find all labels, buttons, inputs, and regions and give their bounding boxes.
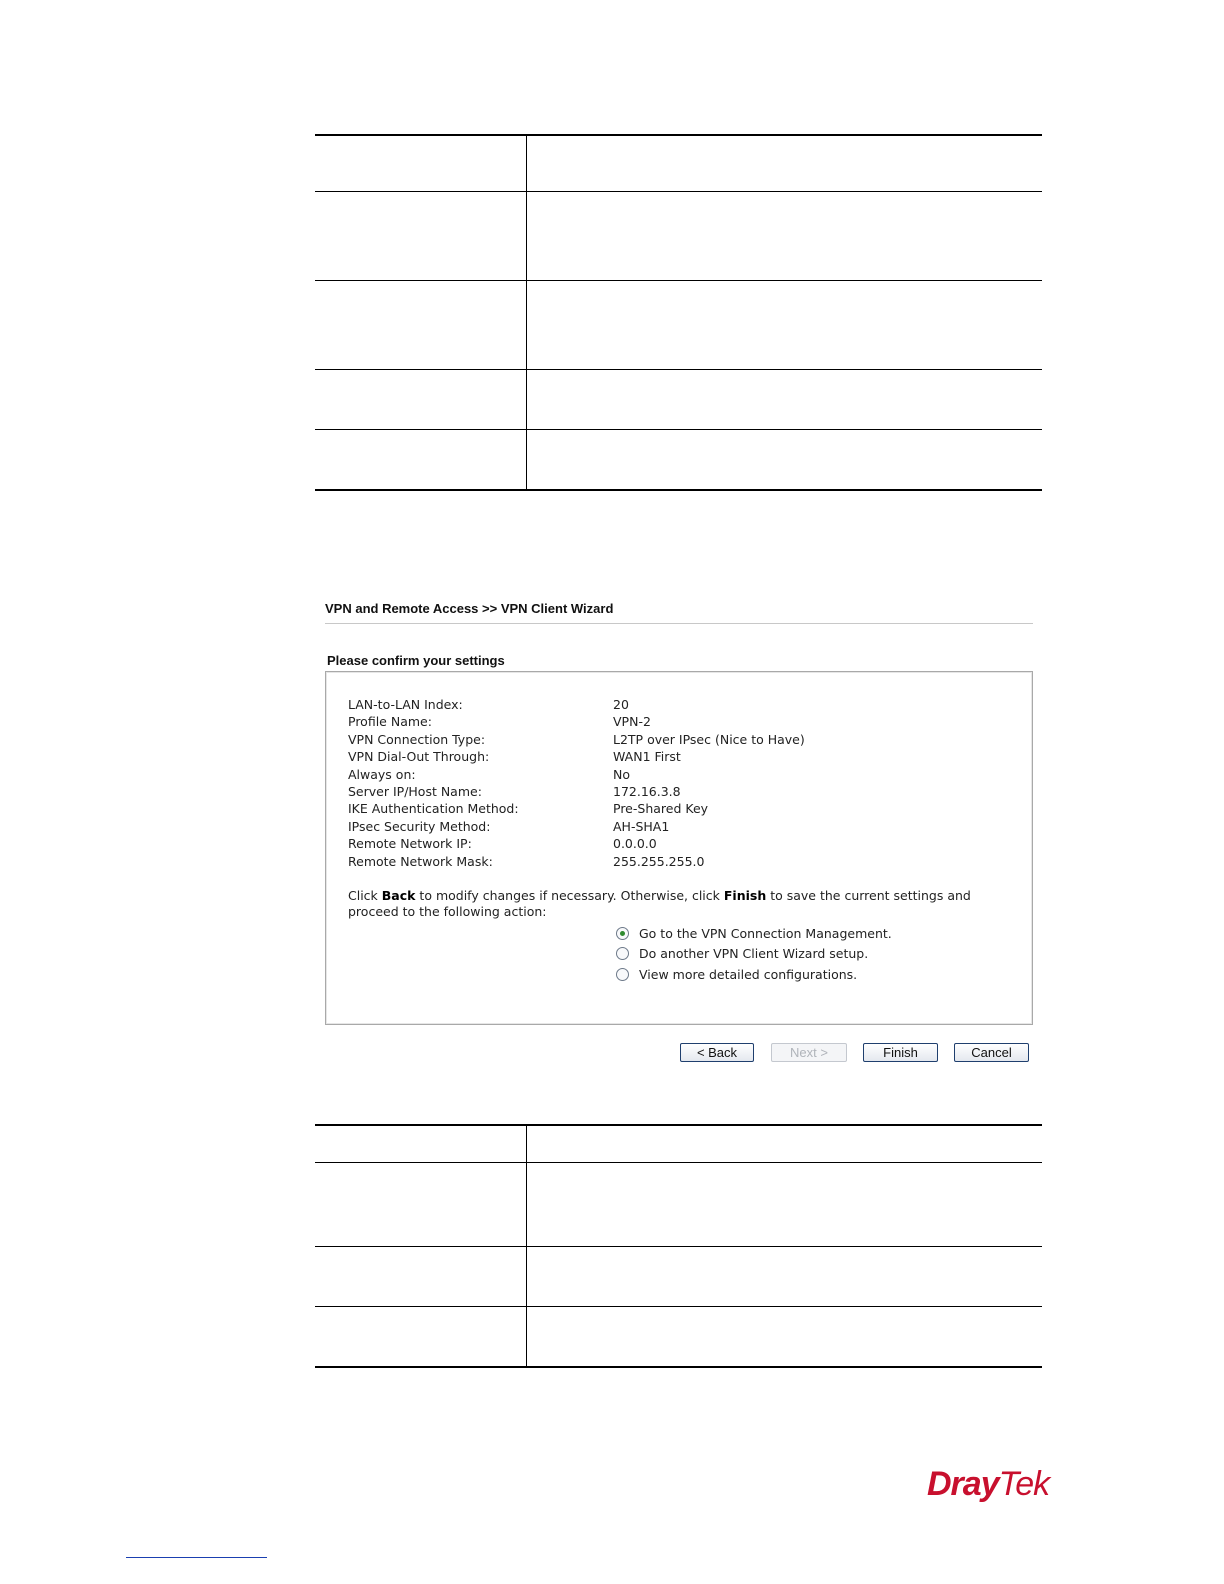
setting-value: AH-SHA1	[613, 818, 670, 834]
table-row	[315, 134, 1042, 192]
setting-value: VPN-2	[613, 714, 651, 730]
next-action-options	[616, 923, 892, 985]
table-row	[315, 281, 1042, 370]
finish-button[interactable]: Finish	[863, 1043, 938, 1062]
setting-value: No	[613, 766, 630, 782]
table-row	[315, 1124, 1042, 1163]
lower-description-table	[315, 1124, 1042, 1368]
upper-description-table	[315, 134, 1042, 491]
setting-value: 20	[613, 697, 629, 712]
table-row	[315, 1163, 1042, 1247]
setting-label: VPN Dial-Out Through:	[348, 749, 490, 765]
option-label: Do another VPN Client Wizard setup.	[639, 946, 869, 962]
setting-label: IPsec Security Method:	[348, 818, 491, 834]
back-button[interactable]: < Back	[680, 1043, 754, 1062]
confirm-settings-panel	[325, 671, 1033, 1025]
footer-link-underline	[126, 1557, 267, 1558]
section-title: Please confirm your settings	[327, 653, 505, 668]
table-row	[315, 430, 1042, 491]
option-another-wizard-setup[interactable]	[616, 944, 892, 965]
radio-unselected[interactable]	[616, 947, 629, 960]
breadcrumb: VPN and Remote Access >> VPN Client Wizard	[325, 601, 1033, 624]
setting-label: Remote Network Mask:	[348, 853, 493, 869]
option-label: Go to the VPN Connection Management.	[639, 925, 892, 941]
setting-label: LAN-to-LAN Index:	[348, 697, 463, 712]
setting-value: 172.16.3.8	[613, 783, 681, 799]
radio-selected[interactable]	[616, 927, 629, 940]
table-row	[315, 1247, 1042, 1307]
setting-label: Remote Network IP:	[348, 836, 472, 852]
instruction-text: Click Back to modify changes if necessary. Otherwise, click Finish to save the current settings and proceed to the following action:	[348, 888, 971, 919]
setting-label: VPN Connection Type:	[348, 731, 486, 747]
setting-value: L2TP over IPsec (Nice to Have)	[613, 731, 805, 747]
radio-unselected[interactable]	[616, 968, 629, 981]
setting-value: 255.255.255.0	[613, 853, 705, 869]
next-button[interactable]: Next >	[771, 1043, 847, 1062]
table-row	[315, 370, 1042, 430]
setting-label: Profile Name:	[348, 714, 432, 730]
setting-value: 0.0.0.0	[613, 836, 657, 852]
option-go-to-vpn-connection-management[interactable]	[616, 923, 892, 944]
draytek-logo: DrayTek	[927, 1465, 1050, 1503]
setting-value: Pre-Shared Key	[613, 801, 709, 817]
option-view-detailed-configurations[interactable]	[616, 964, 892, 985]
setting-label: IKE Authentication Method:	[348, 801, 519, 817]
cancel-button[interactable]: Cancel	[954, 1043, 1029, 1062]
setting-label: Always on:	[348, 766, 416, 782]
table-row	[315, 192, 1042, 281]
table-row	[315, 1307, 1042, 1368]
setting-value: WAN1 First	[613, 749, 681, 765]
option-label: View more detailed configurations.	[639, 966, 858, 982]
setting-label: Server IP/Host Name:	[348, 783, 482, 799]
